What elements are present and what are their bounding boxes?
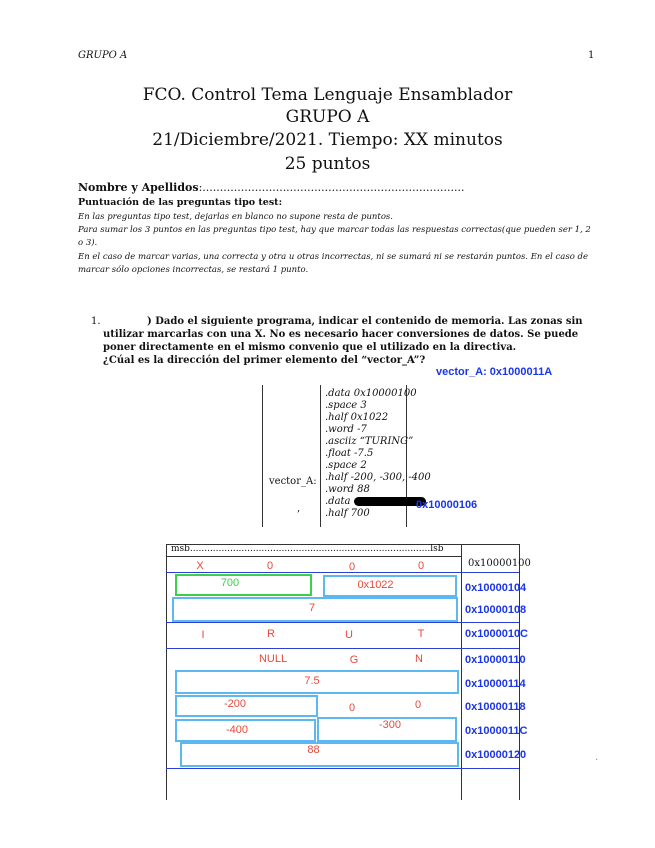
stray-mark: . <box>595 752 599 763</box>
scoring-paragraph-1: En las preguntas tipo test, dejarlas en blanco no supone resta de puntos. <box>78 212 393 222</box>
question-paren: ) <box>147 316 152 327</box>
address-1: 0x10000104 <box>465 582 527 594</box>
code-line <box>325 496 431 508</box>
code-line: .half -200, -300, -400 <box>325 472 431 483</box>
question-text <box>103 315 593 354</box>
name-label: Nombre y Apellidos <box>78 181 199 194</box>
code-line: .float -7.5 <box>325 448 374 459</box>
exam-group: GRUPO A <box>285 107 370 127</box>
code-line: .data 0x10000100 <box>325 388 417 399</box>
code-line: .space 2 <box>325 460 367 471</box>
address-7: 0x1000011C <box>465 725 528 737</box>
cell-r4-b1: G <box>349 654 359 666</box>
cell-r6-b0: 0 <box>414 699 422 711</box>
code-line: .word -7 <box>325 424 367 435</box>
name-line <box>78 181 465 194</box>
address-4: 0x10000110 <box>465 654 526 666</box>
code-line-data: .data <box>325 496 351 507</box>
code-line: .word 88 <box>325 484 370 495</box>
scoring-paragraph-2: Para sumar los 3 puntos en las preguntas tipo test, hay que marcar todas las respuestas correctas(que pueden ser 1, 2 o 3). <box>78 225 591 248</box>
scoring-heading: Puntuación de las preguntas tipo test: <box>78 197 283 208</box>
address-2: 0x10000108 <box>465 604 527 616</box>
exam-date: 21/Diciembre/2021. Tiempo: XX minutos <box>152 130 503 150</box>
cell-r1-half-low: 0x1022 <box>357 579 394 591</box>
cell-r0-b0: 0 <box>417 560 425 572</box>
cell-r0-b2: 0 <box>266 560 274 572</box>
program-label-mark: , <box>297 503 301 514</box>
question-number: 1. <box>91 316 101 327</box>
memory-msb-lsb: msb....................................................................................lsb <box>171 544 444 554</box>
cell-r3-b3: I <box>201 629 205 641</box>
cell-r3-b0: T <box>417 628 425 640</box>
cell-r1-half-high: 700 <box>220 577 240 589</box>
cell-r4-b0: N <box>415 653 423 665</box>
question-subtext: ¿Cúal es la dirección del primer elemento del “vector_A”? <box>103 355 426 366</box>
cell-r7-half-high: -400 <box>225 724 249 736</box>
page-number: 1 <box>588 50 595 61</box>
exam-title: FCO. Control Tema Lenguaje Ensamblador <box>142 85 513 105</box>
address-5: 0x10000114 <box>465 678 526 690</box>
address-6: 0x10000118 <box>465 701 526 713</box>
cell-r4-b2: NULL <box>258 653 288 665</box>
memory-left-border <box>166 544 167 800</box>
cell-r6-b1: 0 <box>348 702 356 714</box>
row-separator <box>166 648 519 649</box>
exam-points: 25 puntos <box>284 154 371 174</box>
question-body: Dado el siguiente programa, indicar el contenido de memoria. Las zonas sin utilizar marcarlas con una X. No es necesario hacer conversiones de datos. Se puede poner directamente en el mismo convenio que el utilizado en la directiva. <box>103 316 583 353</box>
code-line: .space 3 <box>325 400 367 411</box>
row-separator <box>166 768 519 769</box>
cell-r7-half-low: -300 <box>378 719 402 731</box>
redacted-address-annotation: 0x10000106 <box>416 499 478 511</box>
program-left-border <box>262 385 263 527</box>
address-3: 0x1000010C <box>465 628 529 640</box>
memory-divider <box>461 544 462 800</box>
cell-r6-half: -200 <box>223 698 247 710</box>
code-line: .asciiz “TURING” <box>325 436 414 447</box>
address-0: 0x10000100 <box>468 558 531 569</box>
program-divider <box>320 385 321 527</box>
name-dots: :........................................................................... <box>198 181 465 194</box>
cell-r0-b1: 0 <box>348 561 356 573</box>
cell-r2-word: 7 <box>308 602 316 614</box>
cell-r5-float: 7.5 <box>304 675 320 687</box>
code-line: .half 0x1022 <box>325 412 389 423</box>
program-label: vector_A: <box>269 476 317 487</box>
row-separator <box>166 622 519 623</box>
running-header: GRUPO A <box>78 50 128 61</box>
memory-header-rule <box>166 556 461 557</box>
redaction-bar <box>354 497 426 506</box>
program-code <box>325 388 431 520</box>
cell-r3-b2: R <box>267 628 275 640</box>
address-8: 0x10000120 <box>465 749 527 761</box>
cell-r0-b3: X <box>196 560 204 572</box>
cell-r8-word: 88 <box>307 744 320 756</box>
cell-r3-b1: U <box>345 629 353 641</box>
code-line: .half 700 <box>325 508 370 519</box>
answer-annotation: vector_A: 0x1000011A <box>436 366 553 378</box>
scoring-paragraph-3: En el caso de marcar varias, una correcta y otra u otras incorrectas, ni se sumará ni se restarán puntos. En el caso de marcar sólo opciones incorrectas, se restará 1 punto. <box>78 252 589 275</box>
